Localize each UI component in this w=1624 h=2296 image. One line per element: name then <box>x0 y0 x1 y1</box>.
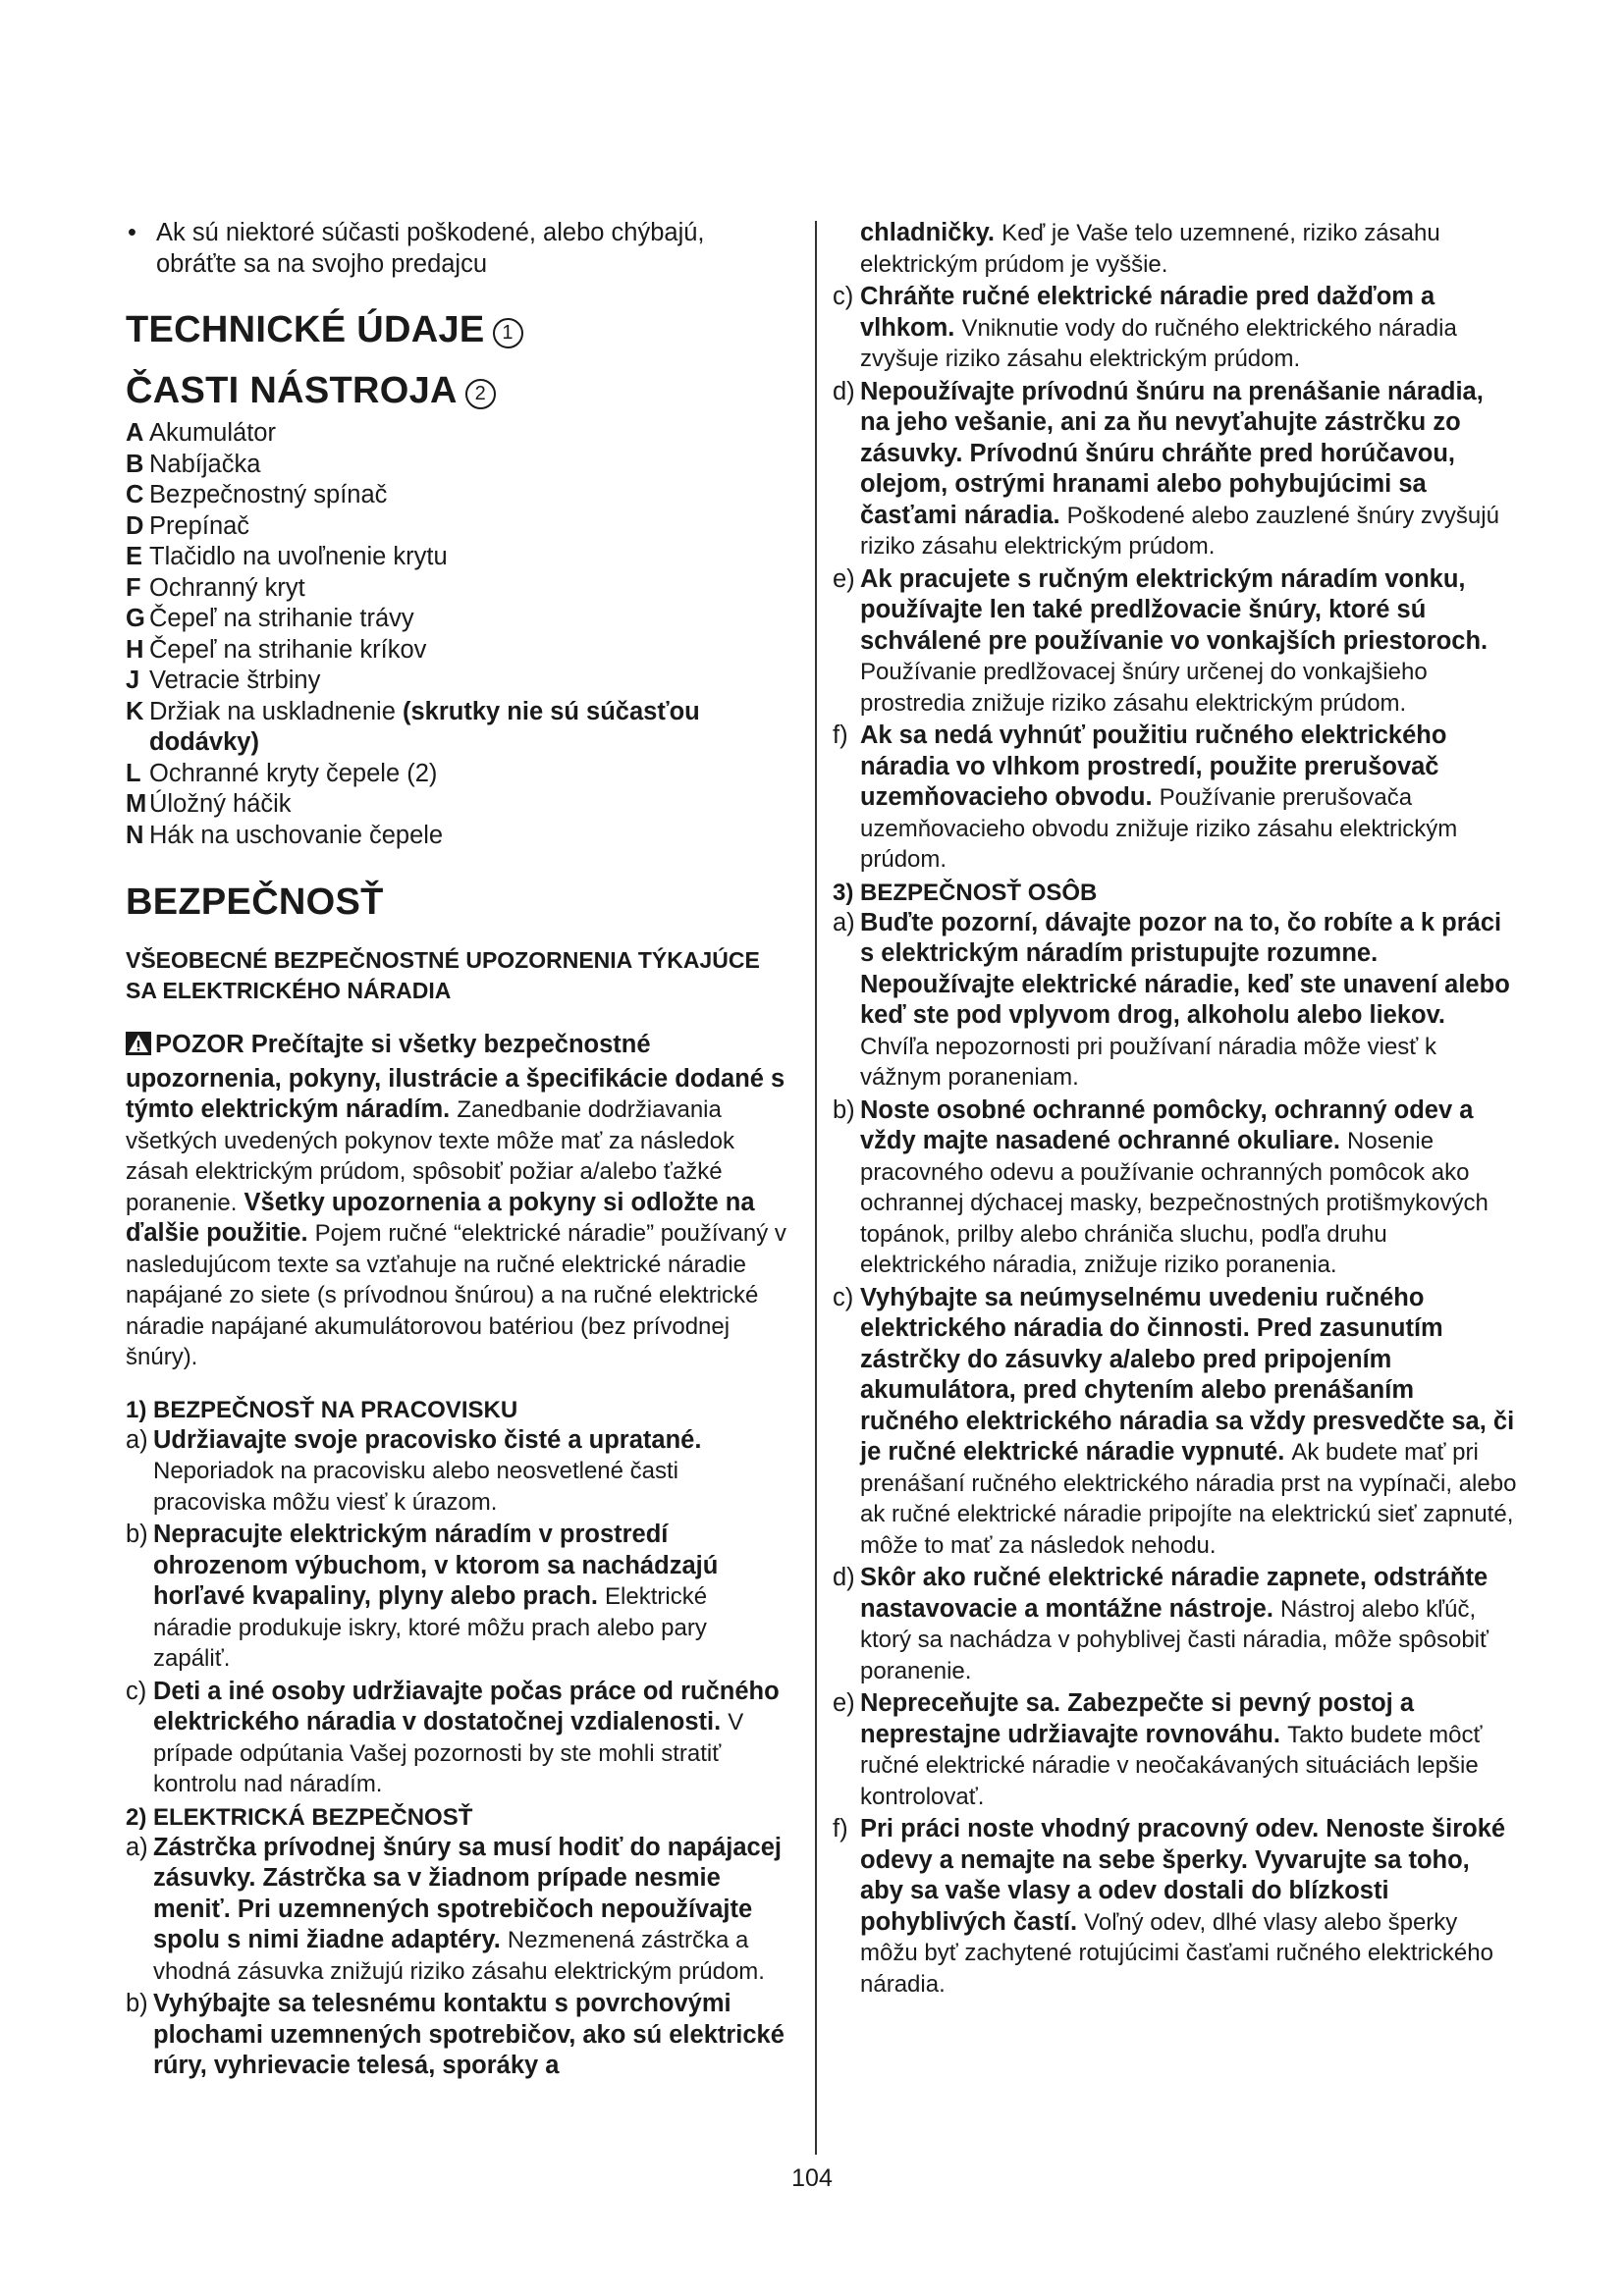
item-text: Nezmenená zástrčka a vhodná zásuvka znižujú riziko zásahu elektrickým prúdom. <box>153 1927 765 1985</box>
item-label: f) <box>833 1815 848 1842</box>
parts-letter: M <box>126 790 147 818</box>
item-text: Keď je Vaše telo uzemnené, riziko zásahu elektrickým prúdom je vyššie. <box>860 220 1440 278</box>
electrical-continued-list <box>833 218 1517 876</box>
item-label: e) <box>833 1689 855 1717</box>
parts-heading-text: ČASTI NÁSTROJA <box>126 370 458 411</box>
item-label: a) <box>833 908 855 936</box>
item-bold-text: Noste osobné ochranné pomôcky, ochranný odev a vždy majte nasadené ochranné okuliare. <box>860 1095 1474 1154</box>
item-label: d) <box>833 1564 855 1591</box>
item-text: Elektrické náradie produkuje iskry, ktoré môžu prach alebo pary zapáliť. <box>153 1583 708 1672</box>
parts-item-m <box>126 789 789 821</box>
parts-item-n <box>126 821 789 852</box>
item-text: Nástroj alebo kľúč, ktorý sa nachádza v pohyblivej časti náradia, môže spôsobiť poranenie. <box>860 1595 1489 1684</box>
right-column <box>833 218 1517 2002</box>
parts-item-h <box>126 635 789 667</box>
item-text: Voľný odev, dlhé vlasy alebo šperky môžu byť zachytené rotujúcimi časťami ručného elektrického náradia. <box>860 1908 1493 1998</box>
item-bold-text: Ak pracujete s ručným elektrickým náradím vonku, používajte len také predlžovacie šnúry, ktoré sú schválené pre používanie vo vonkajších priestoroch. <box>860 564 1489 655</box>
item-bold-text: Udržiavajte svoje pracovisko čisté a upratané. <box>153 1425 702 1454</box>
item-text: Nosenie pracovného odevu a používanie ochranných pomôcok ako ochrannej dýchacej masky, bezpečnostných protišmykových topánok, prilby alebo chrániča sluchu, podľa druhu elektrického náradia, znižuje riziko poranenia. <box>860 1128 1489 1278</box>
intro-bullet <box>126 218 789 280</box>
safety-item <box>833 1688 1517 1812</box>
item-label: c) <box>833 1283 854 1311</box>
parts-letter: B <box>126 450 144 478</box>
electrical-list <box>126 1833 789 2082</box>
figure-ref-2: 2 <box>465 379 496 409</box>
parts-label: Bezpečnostný spínač <box>149 481 388 508</box>
item-bold-text: Pri práci noste vhodný pracovný odev. Nenoste široké odevy a nemajte na sebe šperky. Vyvarujte sa toho, aby sa vaše vlasy a odev dostali do blízkosti pohyblivých častí. <box>860 1815 1506 1936</box>
parts-item-d <box>126 511 789 543</box>
safety-item <box>833 282 1517 375</box>
parts-label: Ochranný kryt <box>149 573 305 602</box>
item-label: c) <box>126 1677 147 1705</box>
safety-item <box>126 1677 789 1800</box>
parts-item-a <box>126 418 789 450</box>
warning-text-1: Zanedbanie dodržiavania všetkých uvedených pokynov texte môže mať za následok zásah elektrickým prúdom, spôsobiť požiar a/alebo ťažké poranenie. <box>126 1096 734 1216</box>
parts-letter: G <box>126 605 145 632</box>
item-bold-text: Skôr ako ručné elektrické náradie zapnete, odstráňte nastavovacie a montážne nástroje. <box>860 1564 1489 1623</box>
safety-item <box>833 1095 1517 1281</box>
parts-item-b <box>126 450 789 481</box>
warning-bold-1: Prečítajte si všetky bezpečnostné upozornenia, pokyny, ilustrácie a špecifikácie dodané s týmto elektrickým náradím. <box>126 1031 785 1123</box>
parts-letter: J <box>126 667 140 694</box>
parts-label-bold: (skrutky nie sú súčasťou dodávky) <box>149 697 700 756</box>
item-label: a) <box>126 1833 148 1861</box>
parts-label: Hák na uschovanie čepele <box>149 821 444 849</box>
work-area-heading: 1) BEZPEČNOSŤ NA PRACOVISKU <box>126 1396 518 1423</box>
bullet-symbol: • <box>128 219 136 246</box>
parts-label: Akumulátor <box>149 419 276 447</box>
item-label: f) <box>833 721 848 749</box>
item-text: Takto budete môcť ručné elektrické náradie v neočakávaných situáciách lepšie kontrolovať. <box>860 1721 1483 1810</box>
parts-letter: N <box>126 821 144 849</box>
safety-item <box>833 377 1517 562</box>
parts-letter: A <box>126 419 144 447</box>
parts-list <box>126 418 789 851</box>
parts-item-e <box>126 542 789 573</box>
electrical-heading: 2) ELEKTRICKÁ BEZPEČNOSŤ <box>126 1803 473 1831</box>
item-label: b) <box>833 1095 855 1124</box>
warning-text-2: Pojem ručné “elektrické náradie” používaný v nasledujúcom texte sa vzťahuje na ručné elektrické náradie napájané zo siete (s prívodnou šnúrou) a na ručné elektrické náradie napájané akumulátorovou batériou (bez prívodnej šnúry). <box>126 1220 786 1370</box>
safety-item <box>126 1520 789 1675</box>
safety-item <box>833 721 1517 876</box>
item-label: a) <box>126 1425 148 1454</box>
item-bold-text: Nepoužívajte prívodnú šnúru na prenášanie náradia, na jeho vešanie, ani za ňu nevyťahujte zástrčku zo zásuvky. Prívodnú šnúru chráňte pred horúčavou, olejom, ostrými hranami alebo pohybujúcimi sa časťami náradia. <box>860 377 1484 529</box>
item-label: b) <box>126 1521 148 1548</box>
parts-item-l <box>126 759 789 790</box>
item-label: b) <box>126 1990 148 2017</box>
item-label: d) <box>833 377 855 405</box>
personal-safety-list <box>833 908 1517 2001</box>
item-bold-text: Ak sa nedá vyhnúť použitiu ručného elektrického náradia vo vlhkom prostredí, použite prerušovač uzemňovacieho obvodu. <box>860 721 1447 811</box>
item-bold-text: Chráňte ručné elektrické náradie pred dažďom a vlhkom. <box>860 283 1435 342</box>
tech-heading-text: TECHNICKÉ ÚDAJE <box>126 309 485 350</box>
item-text: Vniknutie vody do ručného elektrického náradia zvyšuje riziko zásahu elektrickým prúdom. <box>860 314 1457 372</box>
safety-heading: BEZPEČNOSŤ <box>126 881 384 923</box>
item-text: Ak budete mať pri prenášaní ručného elektrického náradia prst na vypínači, alebo ak ručné elektrické náradie pripojíte na elektrickú sieť zapnuté, môže to mať za následok nehodu. <box>860 1439 1517 1559</box>
parts-label: Ochranné kryty čepele (2) <box>149 759 438 787</box>
item-text: Poškodené alebo zauzlené šnúry zvyšujú riziko zásahu elektrickým prúdom. <box>860 502 1499 560</box>
parts-label: Čepeľ na strihanie kríkov <box>149 635 427 664</box>
safety-item <box>833 1563 1517 1686</box>
parts-label: Tlačidlo na uvoľnenie krytu <box>149 543 448 570</box>
parts-item-j <box>126 666 789 697</box>
parts-label: Úložný háčik <box>149 790 292 818</box>
warning-label: POZOR <box>155 1031 244 1058</box>
intro-bullet-text: Ak sú niektoré súčasti poškodené, alebo chýbajú, obráťte sa na svojho predajcu <box>156 219 705 278</box>
item-text: Chvíľa nepozornosti pri používaní náradia môže viesť k vážnym poraneniam. <box>860 1033 1436 1091</box>
safety-item <box>126 1833 789 1988</box>
item-bold-text: Zástrčka prívodnej šnúry sa musí hodiť do napájacej zásuvky. Zástrčka sa v žiadnom prípade nesmie meniť. Pri uzemnených spotrebičoch nepoužívajte spolu s nimi žiadne adaptéry. <box>153 1833 782 1953</box>
item-text: V prípade odpútania Vašej pozornosti by ste mohli stratiť kontrolu nad náradím. <box>153 1709 744 1797</box>
item-bold-text: Nepreceňujte sa. Zabezpečte si pevný postoj a neprestajne udržiavajte rovnováhu. <box>860 1689 1415 1748</box>
item-label: e) <box>833 564 855 593</box>
parts-item-f <box>126 573 789 605</box>
safety-item <box>833 1283 1517 1562</box>
safety-item <box>833 218 1517 280</box>
item-bold-text: Nepracujte elektrickým náradím v prostredí ohrozenom výbuchom, v ktorom sa nachádzajú horľavé kvapaliny, plyny alebo prach. <box>153 1521 719 1610</box>
item-bold-text: Deti a iné osoby udržiavajte počas práce od ručného elektrického náradia v dostatočnej vzdialenosti. <box>153 1677 780 1735</box>
safety-item <box>833 1814 1517 2000</box>
item-bold-text: Vyhýbajte sa telesnému kontaktu s povrchovými plochami uzemnených spotrebičov, ako sú elektrické rúry, vyhrievacie telesá, sporáky a <box>153 1990 785 2079</box>
parts-label: Čepeľ na strihanie trávy <box>149 605 414 632</box>
safety-item <box>833 908 1517 1094</box>
parts-label: Prepínač <box>149 511 250 540</box>
parts-label: Nabíjačka <box>149 450 261 478</box>
safety-item <box>126 1425 789 1519</box>
work-area-list <box>126 1425 789 1800</box>
page-number: 104 <box>791 2164 833 2192</box>
column-divider <box>815 221 817 2155</box>
item-text: Používanie predlžovacej šnúry určenej do vonkajšieho prostredia znižuje riziko zásahu elektrickým prúdom. <box>860 659 1428 717</box>
left-column <box>126 218 789 2084</box>
parts-letter: D <box>126 511 144 540</box>
item-bold-text: chladničky. <box>860 219 996 246</box>
personal-safety-heading: 3) BEZPEČNOSŤ OSÔB <box>833 879 1098 906</box>
parts-letter: F <box>126 573 141 602</box>
parts-letter: K <box>126 697 144 725</box>
parts-label: Držiak na uskladnenie <box>149 697 403 725</box>
item-text: Používanie prerušovača uzemňovacieho obvodu znižuje riziko zásahu elektrickým prúdom. <box>860 784 1458 873</box>
item-text: Neporiadok na pracovisku alebo neosvetlené časti pracoviska môžu viesť k úrazom. <box>153 1458 678 1516</box>
warning-bold-2: Všetky upozornenia a pokyny si odložte na ďalšie použitie. <box>126 1188 755 1247</box>
item-bold-text: Vyhýbajte sa neúmyselnému uvedeniu ručného elektrického náradia do činnosti. Pred zasunutím zástrčky do zásuvky a/alebo pred pripojením akumulátora, pred chytením alebo prenášaním ručného elektrického náradia sa vždy presvedčte sa, či je ručné elektrické náradie vypnuté. <box>860 1283 1515 1466</box>
parts-letter: H <box>126 635 144 664</box>
parts-letter: E <box>126 543 143 570</box>
parts-letter: L <box>126 759 141 787</box>
item-bold-text: Buďte pozorní, dávajte pozor na to, čo robíte a k práci s elektrickým náradím pristupujte rozumne. Nepoužívajte elektrické náradie, keď ste unavení alebo keď ste pod vplyvom drog, alkoholu alebo liekov. <box>860 908 1510 1029</box>
warning-icon <box>126 1032 151 1064</box>
figure-ref-1: 1 <box>493 318 523 348</box>
parts-label: Vetracie štrbiny <box>149 667 321 694</box>
warning-paragraph <box>126 1030 789 1373</box>
general-safety-heading: VŠEOBECNÉ BEZPEČNOSTNÉ UPOZORNENIA TÝKAJÚCE SA ELEKTRICKÉHO NÁRADIA <box>126 947 760 1003</box>
item-label: c) <box>833 283 854 310</box>
parts-item-k <box>126 697 789 759</box>
safety-item <box>833 564 1517 720</box>
tech-heading <box>126 308 789 351</box>
parts-heading <box>126 369 789 412</box>
parts-letter: C <box>126 481 144 508</box>
safety-item <box>126 1989 789 2082</box>
parts-item-c <box>126 480 789 511</box>
parts-item-g <box>126 604 789 635</box>
